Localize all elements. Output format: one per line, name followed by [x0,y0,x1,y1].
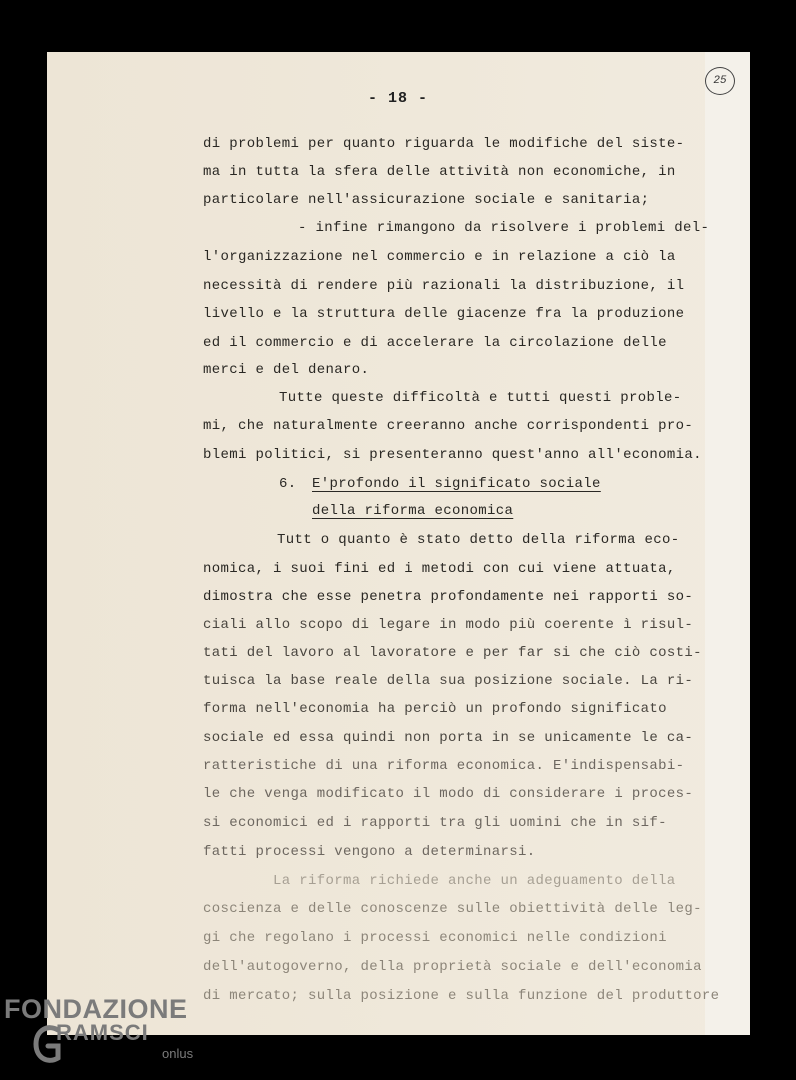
fondazione-gramsci-logo [4,990,204,1075]
text-line: l'organizzazione nel commercio e in relazione a ciò la [203,249,676,265]
text-line: Tutt o quanto è stato detto della riforma eco- [277,532,680,548]
section-number: 6. [279,476,297,492]
text-line: fatti processi vengono a determinarsi. [203,844,536,860]
text-line: si economici ed i rapporti tra gli uomini che in sif- [203,815,667,831]
text-line: Tutte queste difficoltà e tutti questi proble- [279,390,682,406]
text-line: particolare nell'assicurazione sociale e sanitaria; [203,192,650,208]
text-line: dell'autogoverno, della proprietà sociale e dell'economia [203,959,702,975]
text-line: blemi politici, si presenteranno quest'anno all'economia. [203,447,702,463]
logo-text-bottom: RAMSCI [56,1020,149,1045]
text-line: ratteristiche di una riforma economica. E'indispensabi- [203,758,685,774]
text-line: di problemi per quanto riguarda le modifiche del siste- [203,136,685,152]
text-line: ciali allo scopo di legare in modo più coerente ì risul- [203,617,694,633]
text-line: le che venga modificato il modo di considerare i proces- [203,786,694,802]
text-line: livello e la struttura delle giacenze fra la produzione [203,306,685,322]
text-line: ed il commercio e di accelerare la circolazione delle [203,335,667,351]
text-line: - infine rimangono da risolvere i problemi del- [298,220,710,236]
text-line: gi che regolano i processi economici nelle condizioni [203,930,667,946]
text-line: tati del lavoro al lavoratore e per far si che ciò costi- [203,645,702,661]
text-line: forma nell'economia ha perciò un profondo significato [203,701,667,717]
text-line: necessità di rendere più razionali la distribuzione, il [203,278,685,294]
text-line: di mercato; sulla posizione e sulla funzione del produttore [203,988,720,1004]
section-heading: E'profondo il significato sociale [312,476,601,492]
text-line: merci e del denaro. [203,362,370,378]
text-line: La riforma richiede anche un adeguamento della [273,873,676,889]
logo-text-top: FONDAZIONE [4,994,188,1024]
section-heading: della riforma economica [312,503,514,519]
text-line: tuisca la base reale della sua posizione sociale. La ri- [203,673,694,689]
text-line: nomica, i suoi fini ed i metodi con cui viene attuata, [203,561,676,577]
logo-onlus: onlus [162,1046,194,1061]
text-line: mi, che naturalmente creeranno anche corrispondenti pro- [203,418,694,434]
page-number: - 18 - [367,90,428,107]
text-line: ma in tutta la sfera delle attività non economiche, in [203,164,676,180]
archive-stamp: 25 [705,67,735,95]
text-line: coscienza e delle conoscenze sulle obiettività delle leg- [203,901,702,917]
text-line: dimostra che esse penetra profondamente nei rapporti so- [203,589,694,605]
text-line: sociale ed essa quindi non porta in se unicamente le ca- [203,730,694,746]
paper-edge [705,52,750,1035]
